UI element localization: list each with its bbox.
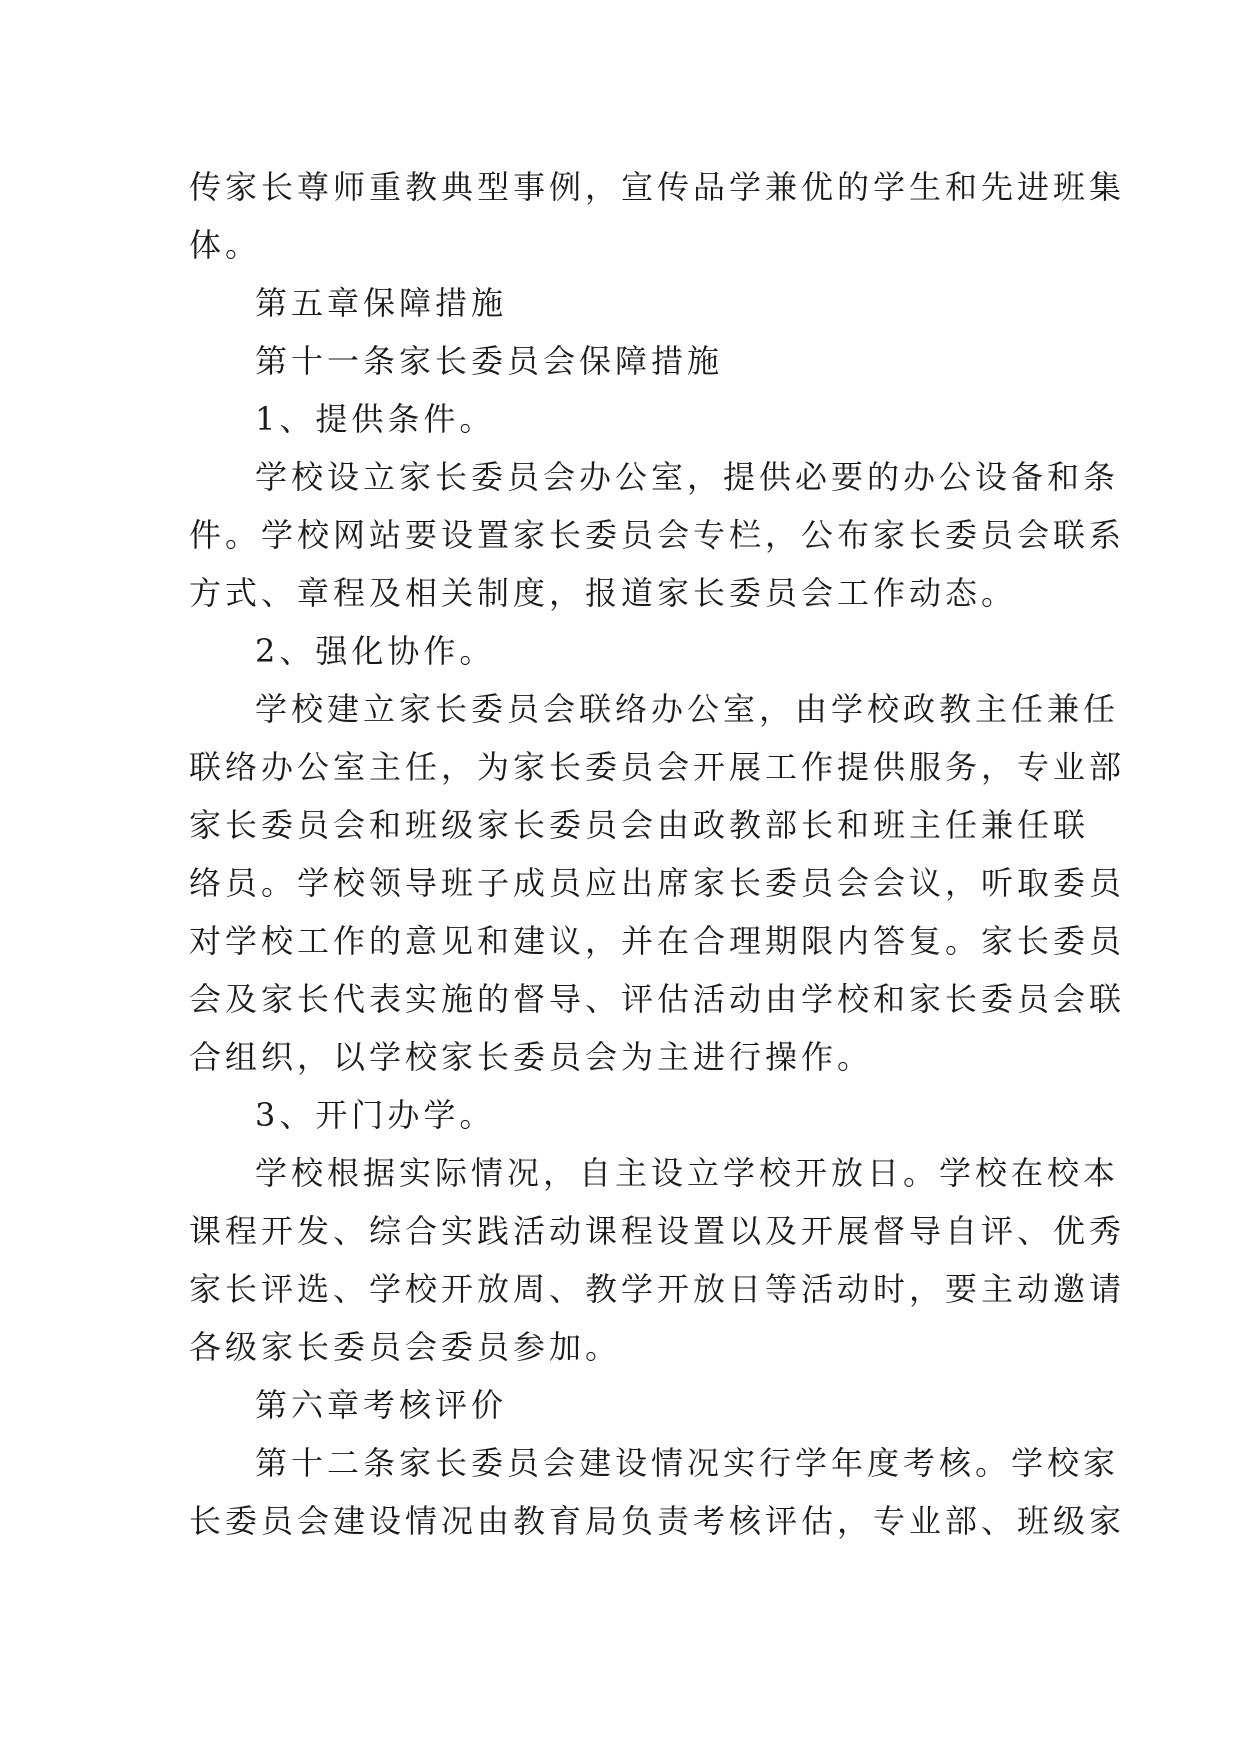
chapter-heading: 第五章保障措施 xyxy=(255,284,508,322)
paragraph-line: 学校建立家长委员会联络办公室，由学校政教主任兼任 xyxy=(255,690,1120,728)
paragraph-line: 传家长尊师重教典型事例，宣传品学兼优的学生和先进班集 xyxy=(189,168,1126,206)
paragraph-line: 各级家长委员会委员参加。 xyxy=(189,1328,622,1366)
paragraph-line: 家长委员会和班级家长委员会由政教部长和班主任兼任联 xyxy=(189,806,1090,844)
paragraph-line: 课程开发、综合实践活动课程设置以及开展督导自评、优秀 xyxy=(189,1212,1126,1250)
chapter-heading: 第六章考核评价 xyxy=(255,1386,508,1424)
section-item: 2、强化协作。 xyxy=(255,632,496,670)
paragraph-line: 学校根据实际情况，自主设立学校开放日。学校在校本 xyxy=(255,1154,1120,1192)
paragraph-line: 体。 xyxy=(189,226,262,264)
paragraph-line: 长委员会建设情况由教育局负责考核评估，专业部、班级家 xyxy=(189,1502,1126,1540)
paragraph-line: 方式、章程及相关制度，报道家长委员会工作动态。 xyxy=(189,574,1018,612)
paragraph-line: 件。学校网站要设置家长委员会专栏，公布家长委员会联系 xyxy=(189,516,1126,554)
section-item: 3、开门办学。 xyxy=(255,1096,496,1134)
paragraph-line: 学校设立家长委员会办公室，提供必要的办公设备和条 xyxy=(255,458,1120,496)
paragraph-line: 络员。学校领导班子成员应出席家长委员会会议，听取委员 xyxy=(189,864,1126,902)
paragraph-line: 联络办公室主任，为家长委员会开展工作提供服务，专业部 xyxy=(189,748,1126,786)
paragraph-line: 会及家长代表实施的督导、评估活动由学校和家长委员会联 xyxy=(189,980,1126,1018)
paragraph-line: 合组织，以学校家长委员会为主进行操作。 xyxy=(189,1038,874,1076)
document-body xyxy=(189,158,1126,1550)
article-heading: 第十一条家长委员会保障措施 xyxy=(255,342,724,380)
section-item: 1、提供条件。 xyxy=(255,400,496,438)
paragraph-line: 对学校工作的意见和建议，并在合理期限内答复。家长委员 xyxy=(189,922,1126,960)
paragraph-line: 家长评选、学校开放周、教学开放日等活动时，要主动邀请 xyxy=(189,1270,1126,1308)
paragraph-line: 第十二条家长委员会建设情况实行学年度考核。学校家 xyxy=(255,1444,1120,1482)
